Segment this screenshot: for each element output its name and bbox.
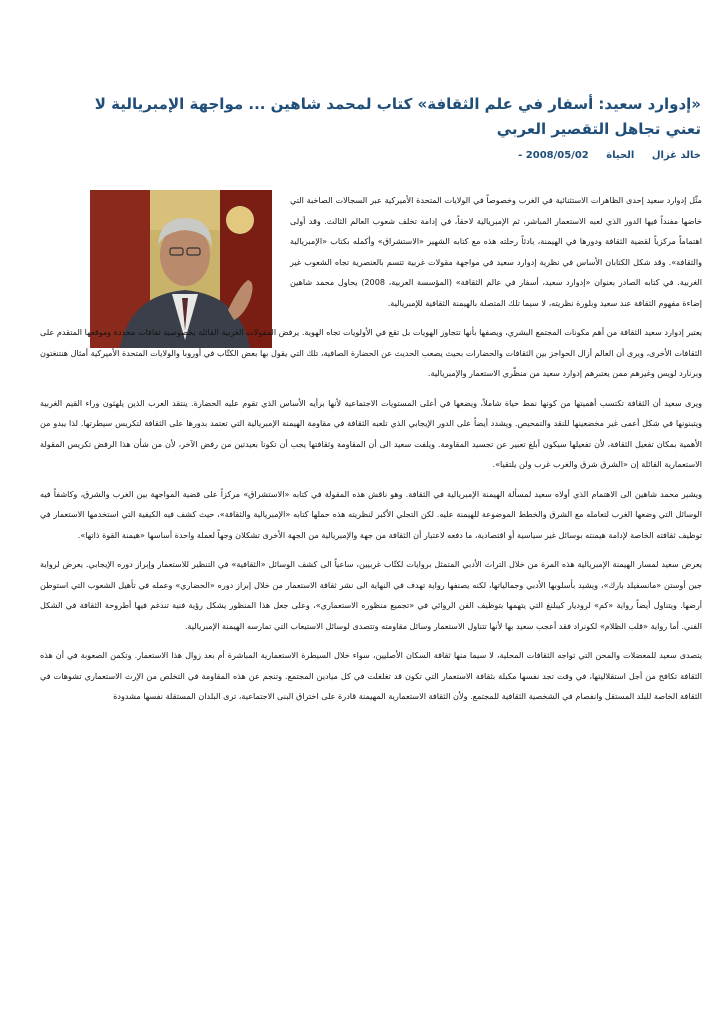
article-paragraph: ويرى سعيد أن الثقافة تكتسب أهميتها من كونها نمط حياة شاملاً، ويضعها في أعلى المستويات الاجتماعية لأنها برأيه الأساس الذي تقوم عليه الحضارة. ينتقد العرب الذين يلهثون وراء القيم الغربية ويتبنونها في شكل أعمى غير مخضعينها للنقد والتمحيص. ويشدد أيضاً على الدور الإيجابي الذي تلعبه الثقافة في مقاومة الهيمنة الإمبريالية التي تعتمد بدورها على الثقافة لتكريس سيطرتها. لذا يبدو من الأهمية بمكان تفعيل الثقافة، لأن تفعيلها سيكون أبلغ تعبير عن تجسيد المقاومة. ويلفت سعيد الى أن المقاومة وثقافتها يجب أن تكونا بعيدتين من رفض الآخر، لأن من شأن هذا الرفض تكريس المقولة الاستعمارية القائلة إن «الشرق شرق والغرب غرب ولن يلتقيا». — [40, 397, 702, 469]
article-paragraph: ويشير محمد شاهين الى الاهتمام الذي أولاه سعيد لمسألة الهيمنة الإمبريالية في الثقافة. وهو ناقش هذه المقولة في كتابه «الاستشراق» مركزاً على قضية المواجهة بين الغرب والشرق، وكاشفاً فيه الوسائل التي وضعها الغرب لتعامله مع الشرق والخطط الموضوعة للهيمنة عليه. لكن التجلي الأكبر لنظريته هذه حملها كتابه «الإمبريالية والثقافة»، حيث كشف فيه الكيفية التي استخدمها الاستعمار في توظيف ثقافته الخاصة لإدامة هيمنته بوسائل غير سياسية أو اقتصادية، ما دفعه لاعتبار أن الثقافة من جهة والإمبريالية من الجهة الأخرى تشكلان وجهاً لعملة واحدة أساسها «هيمنة القوة ذاتها». — [40, 488, 702, 540]
article-paragraph-lead: مثّل إدوارد سعيد إحدى الظاهرات الاستثنائية في الغرب وخصوصاً في الولايات المتحدة الأميركية عبر السجالات الصاخبة التي خاضها مفنداً فيها الدور الذي لعبه الاستعمار المباشر، ثم الإمبريالية لاحقاً، في إدامة تخلف شعوب العالم الثالث. وقد أولى اهتماماً مركزياً لقضية الثقافة ودورها في الهيمنة، بادئاً رحلته هذه مع كتابه الشهير «الاستشراق» وأكمله بكتاب «الإمبريالية والثقافة». وقد شكل الكتابان الأساس في نظرية إدوارد سعيد في مواجهة مقولات غربية تتسم بالعنصرية تجاه الشعوب غير الغربية. في كتابه الصادر بعنوان «إدوارد سعيد، أسفار في عالم الثقافة» (المؤسسة العربية، 2008) يحاول محمد شاهين إضاءة مفهوم الثقافة عند سعيد وبلورة نظريته، لا سيما تلك المتصلة بالهيمنة الثقافية للإمبريالية. — [290, 195, 702, 308]
article-paragraph: يعرض سعيد لمسار الهيمنة الإمبريالية هذه المرة من خلال التراث الأدبي المتمثل بروايات لكتّاب غربيين، ساعياً الى كشف الوسائل «الثقافية» في التنظير للاستعمار وإبراز دوره الإيجابي. يعرض لرواية جين أوستن «مانسفيلد بارك»، ويشيد بأسلوبها الأدبي وجمالياتها، لكنه يصنفها رواية تهدف في النهاية الى نشر ثقافة الاستعمار من خلال إبراز دوره «الحضاري» وعمله في تأهيل الشعوب التي استوطن أرضها. ويتناول أيضاً رواية «كم» لروديار كيبلنغ التي يتهمها بتوظيف الفن الروائي في «تجميع منظوره الاستعماري»، وعلى جعل هذا المنظور يشكل رؤية فنية تندغم فيها أطروحة الثقافة في الشكل الفني. أما رواية «قلب الظلام» لكونراد فقد أعجب سعيد بها لأنها تتناول الاستعمار وسائل مقاومته وتتصدى لوسائل الاستيعاب التي تمارسه الهيمنة الإمبريالية. — [40, 559, 702, 631]
author-name: خالد غزال — [651, 150, 701, 161]
byline — [300, 150, 701, 161]
article-title: «إدوارد سعيد: أسفار في علم الثقافة» كتاب لمحمد شاهين ... مواجهة الإمبريالية لا تعني تجاهل التقصير العربي — [94, 95, 701, 138]
article-paragraph: يعتبر إدوارد سعيد الثقافة من أهم مكونات المجتمع البشري، ويصفها بأنها تتجاوز الهويات بل تقع في الأولويات تجاه الهوية. يرفض المقولات الغربية القائلة بخصوصية ثقافات محددة وموقعها المتقدم على الثقافات الأخرى، ويرى أن العالم أزال الحواجز بين الثقافات والحضارات بحيث يصعب الحديث عن الحضارة الصافية، تلك التي يقول بها بعض الكتّاب في أوروبا والولايات المتحدة الأميركية أمثال هنتنغتون وبرنارد لويس وغيرهم ممن يعتبرهم إدوارد سعيد من منظّري الاستعمار والإمبريالية. — [40, 327, 702, 378]
article-body — [40, 190, 702, 716]
source-name: الحياة — [606, 150, 635, 161]
article-paragraph: يتصدى سعيد للمعضلات والمحن التي تواجه الثقافات المحلية، لا سيما منها ثقافة السكان الأصليين، سواء خلال السيطرة الاستعمارية المباشرة أم بعد زوال هذا الاستعمار. وتكمن الصعوبة في أن هذه الثقافة تكافح من أجل استقلاليتها، في وقت تجد نفسها مكبلة بثقافة الاستعمار التي تكون قد تغلغلت في كل ميادين المجتمع. وتنجم عن هذه المقاومة في التخلص من الإرث الاستعماري تشوهات في الثقافة الخاصة للبلد المستقل وانفصام في الشخصية الثقافية للمجتمع. ولأن الثقافة الاستعمارية المهيمنة قادرة على اختراق البنى الاجتماعية، ترى البلدان المستقلة نفسها مشدودة — [40, 650, 702, 701]
publish-date: - 2008/05/02 — [518, 150, 589, 161]
